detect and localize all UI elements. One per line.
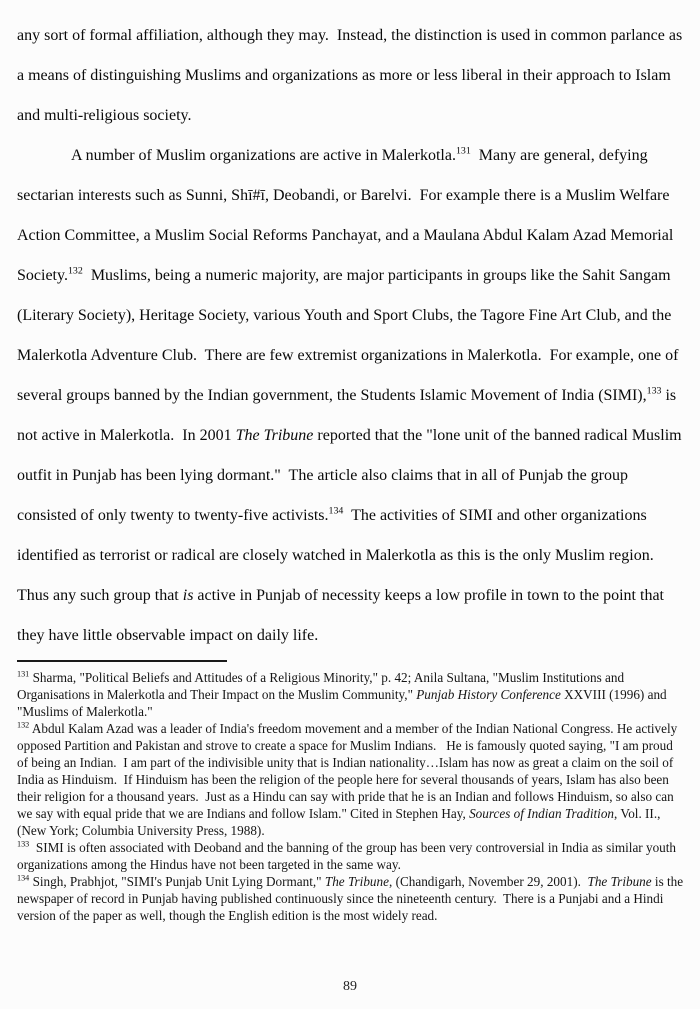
- footnotes-section: [17, 669, 687, 924]
- footnote-131: $^{131}$ Sharma, "Political Beliefs and Attitudes of a Religious Minority," p. 42; Anila Sultana, "Muslim Institutions and Organisations in Malerkotla and Their Impact on the Muslim Community," Punjab History Conference XXVIII (1996) and "Muslims of Malerkotla.": [17, 669, 670, 719]
- page-content: [17, 0, 687, 924]
- footnote-134: $^{134}$ Singh, Prabhjot, "SIMI's Punjab Unit Lying Dormant," The Tribune, (Chandigarh, November 29, 2001). The Tribune is the newspaper of record in Punjab having published continuously since the nineteenth century. There is a Punjabi and a Hindi version of the paper as well, though the English edition is the most widely read.: [17, 873, 687, 923]
- footnote-133: $^{133}$ SIMI is often associated with Deoband and the banning of the group has been very controversial in India as similar youth organizations among the Hindus have not been targeted in the same way.: [17, 839, 680, 872]
- page-number: 89: [343, 979, 357, 994]
- body-text: [17, 0, 687, 656]
- footnote-132: $^{132}$ Abdul Kalam Azad was a leader of India's freedom movement and a member of the Indian National Congress. He actively opposed Partition and Pakistan and strove to create a space for Muslim Indians. He is famously quoted saying, "I am proud of being an Indian. I am part of the indivisible unity that is Indian nationality…Islam has now as great a claim on the soil of India as Hinduism. If Hinduism has been the religion of the people here for several thousands of years, Islam has also been their religion for a thousand years. Just as a Hindu can say with pride that he is an Indian and follows Hinduism, so also can we say with equal pride that we are Indians and follow Islam." Cited in Stephen Hay, Sources of Indian Tradition, Vol. II., (New York; Columbia University Press, 1988).: [17, 720, 681, 838]
- body-paragraph: any sort of formal affiliation, although they may. Instead, the distinction is used in common parlance as a means of distinguishing Muslims and organizations as more or less liberal in their approach to Islam and multi-religious society.: [17, 27, 687, 124]
- footnote-separator: [17, 660, 227, 662]
- body-paragraph: A number of Muslim organizations are active in Malerkotla.$^{131}$ Many are general, defying sectarian interests such as Sunni, Shī#ī, Deobandi, or Barelvi. For example there is a Muslim Welfare Action Committee, a Muslim Social Reforms Panchayat, and a Maulana Abdul Kalam Azad Memorial Society.$^{132}$ Muslims, being a numeric majority, are major participants in groups like the Sahit Sangam (Literary Society), Heritage Society, various Youth and Sport Clubs, the Tagore Fine Art Club, and the Malerkotla Adventure Club. There are few extremist organizations in Malerkotla. For example, one of several groups banned by the Indian government, the Students Islamic Movement of India (SIMI),$^{133}$ is not active in Malerkotla. In 2001 The Tribune reported that the "lone unit of the banned radical Muslim outfit in Punjab has been lying dormant." The article also claims that in all of Punjab the group consisted of only twenty to twenty-five activists.$^{134}$ The activities of SIMI and other organizations identified as terrorist or radical are closely watched in Malerkotla as this is the only Muslim region. Thus any such group that is active in Punjab of necessity keeps a low profile in town to the point that they have little observable impact on daily life.: [17, 145, 686, 644]
